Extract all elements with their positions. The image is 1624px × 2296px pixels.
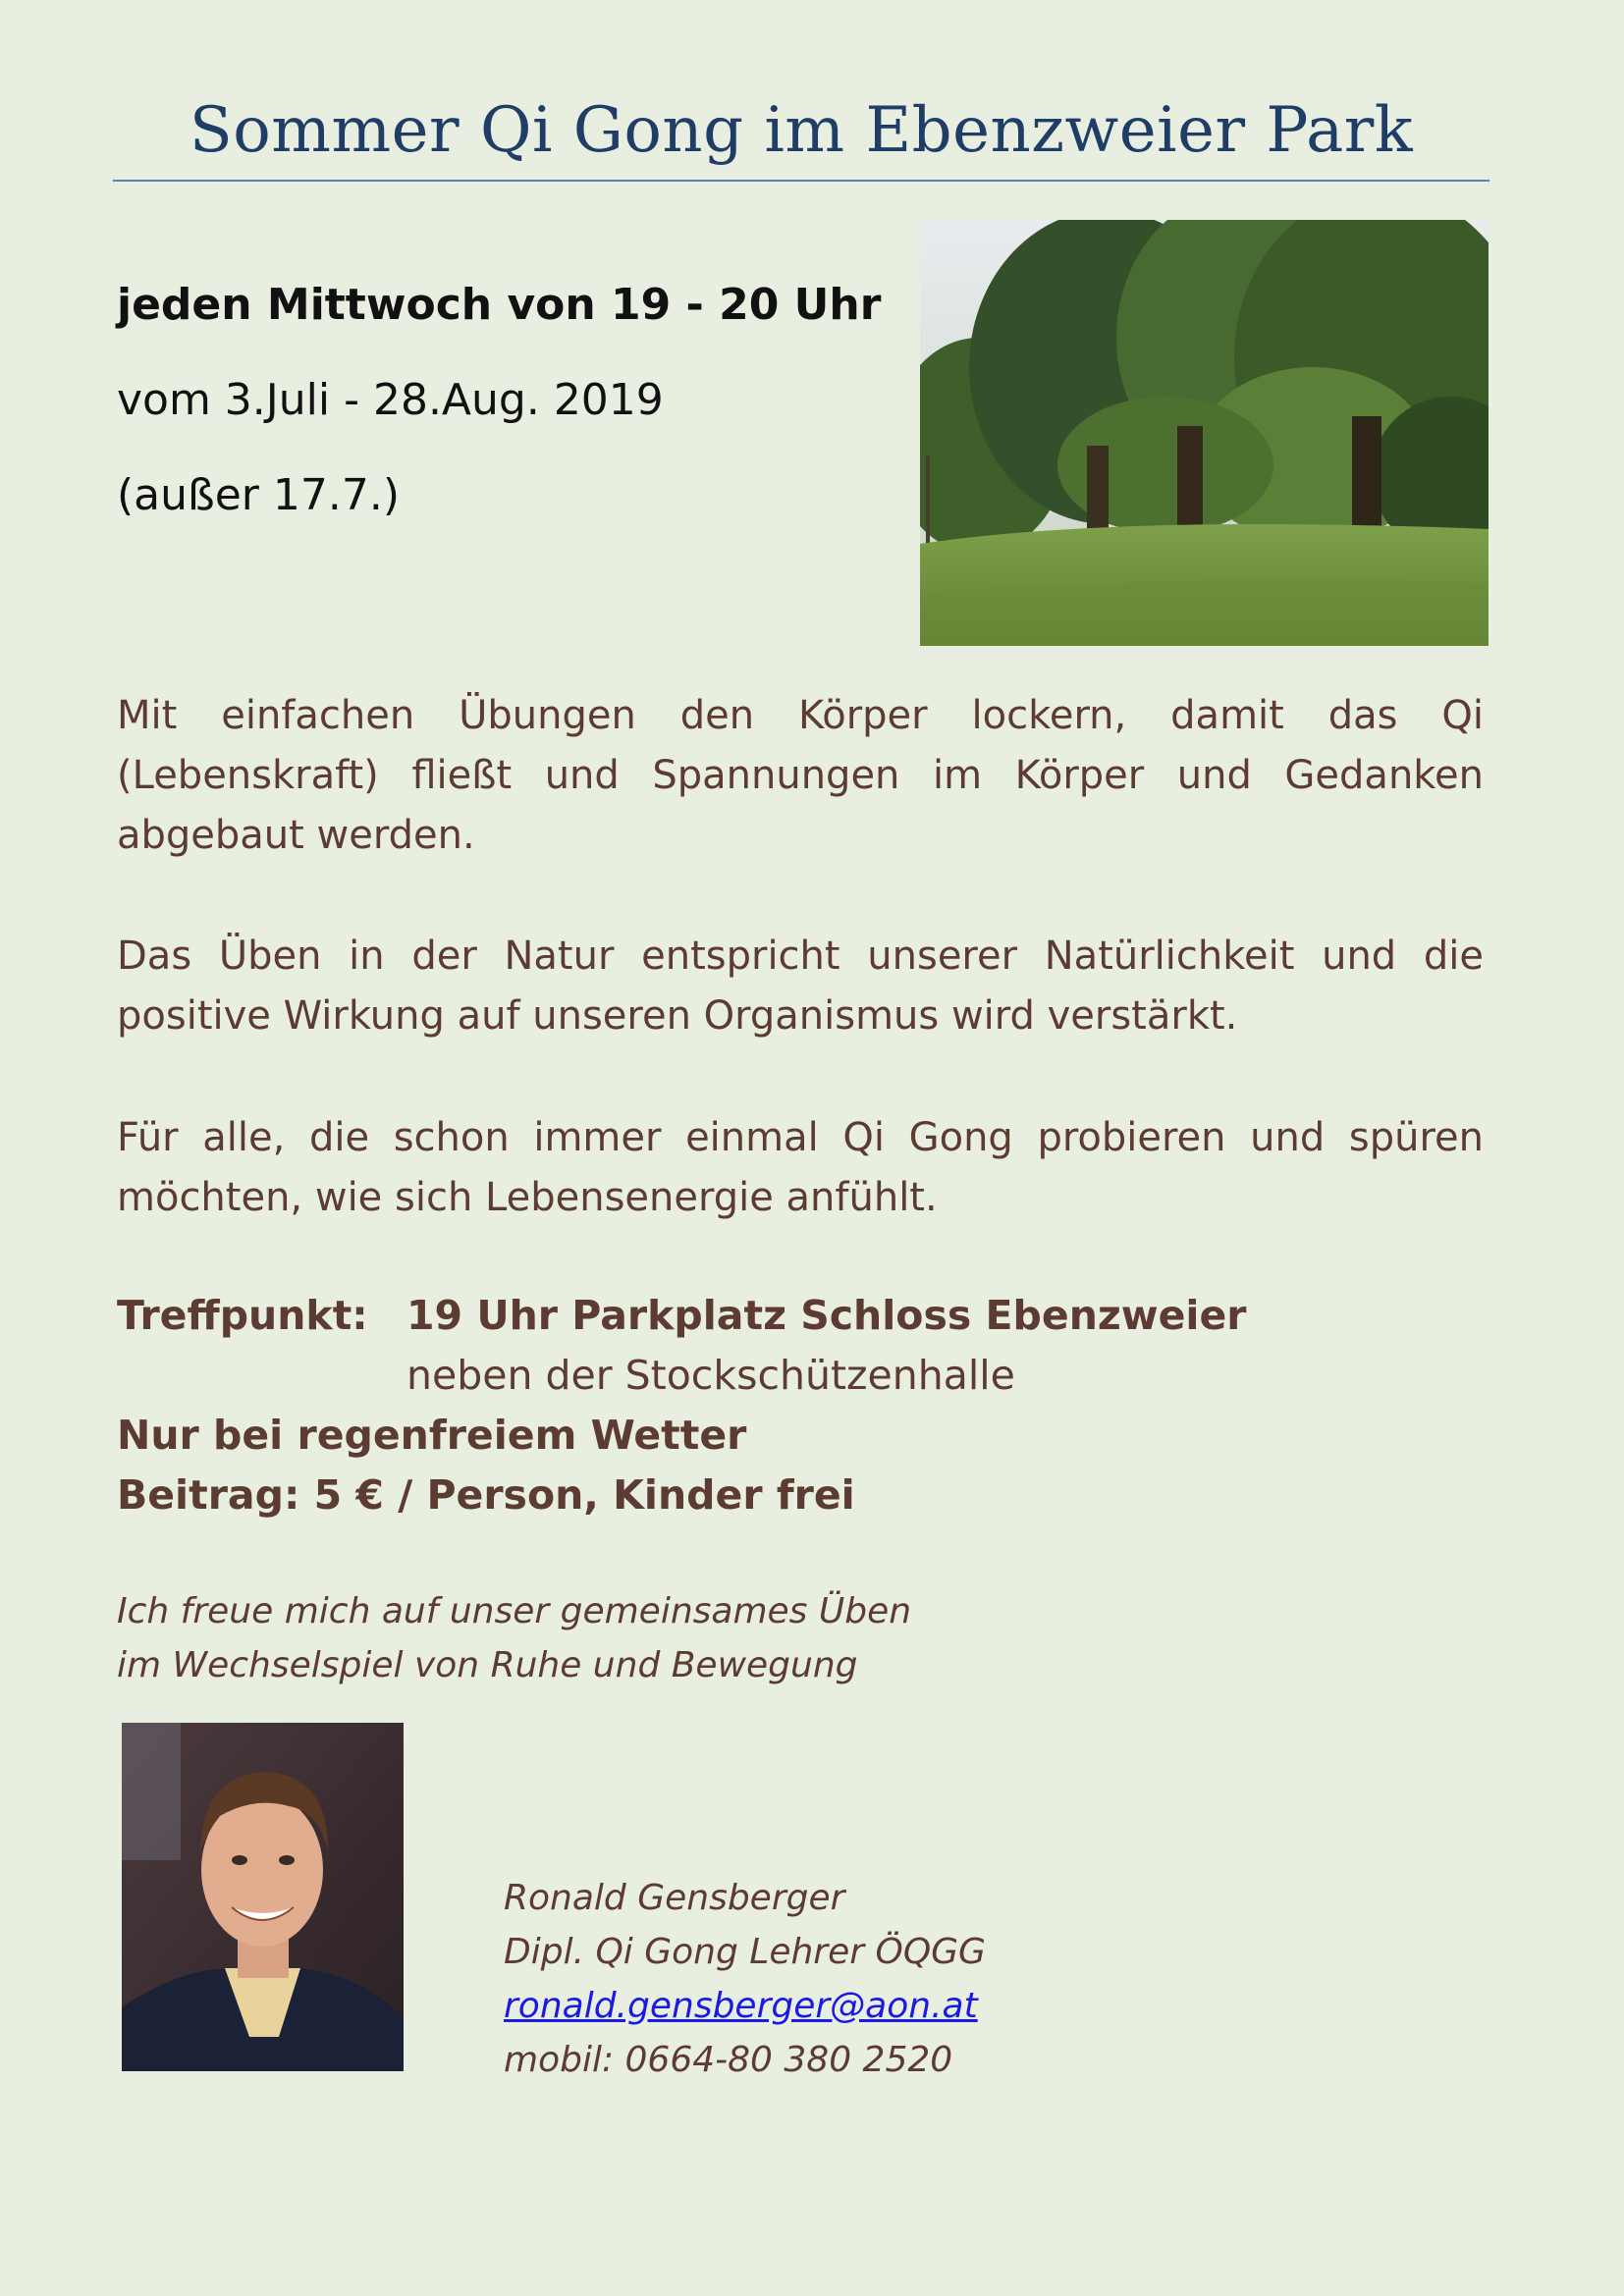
closing-line-1: Ich freue mich auf unser gemeinsames Üben (117, 1591, 912, 1631)
invitation-paragraph: Für alle, die schon immer einmal Qi Gong probieren und spüren möchten, wie sich Lebensenergie anfühlt. (117, 1115, 1484, 1220)
contact-role: Dipl. Qi Gong Lehrer ÖQGG (504, 1932, 986, 1972)
meeting-label: Treffpunkt: (117, 1292, 368, 1339)
title-underline (113, 180, 1489, 182)
closing-note (117, 1584, 911, 1692)
meeting-place-detail: neben der Stockschützenhalle (406, 1352, 1015, 1399)
fee-note: Beitrag: 5 € / Person, Kinder frei (117, 1471, 855, 1519)
schedule-block (117, 280, 881, 521)
closing-line-2: im Wechselspiel von Ruhe und Bewegung (117, 1645, 858, 1685)
weather-note: Nur bei regenfreiem Wetter (117, 1412, 747, 1459)
page-title: Sommer Qi Gong im Ebenzweier Park (189, 94, 1414, 167)
park-photo (920, 220, 1489, 646)
contact-email-link[interactable]: ronald.gensberger@aon.at (504, 1986, 978, 2026)
schedule-dates: vom 3.Juli - 28.Aug. 2019 (117, 374, 664, 425)
schedule-days: jeden Mittwoch von 19 - 20 Uhr (117, 280, 882, 330)
meeting-place: 19 Uhr Parkplatz Schloss Ebenzweier (406, 1292, 1247, 1339)
meeting-info (117, 1286, 1247, 1525)
schedule-exception: (außer 17.7.) (117, 469, 400, 520)
nature-paragraph: Das Üben in der Natur entspricht unserer Natürlichkeit und die positive Wirkung auf unseren Organismus wird verstärkt. (117, 934, 1484, 1039)
contact-block (504, 1871, 986, 2087)
contact-phone: mobil: 0664-80 380 2520 (504, 2040, 953, 2080)
intro-paragraph: Mit einfachen Übungen den Körper lockern, damit das Qi (Lebenskraft) fließt und Spannungen im Körper und Gedanken abgebaut werden. (117, 693, 1484, 858)
contact-name: Ronald Gensberger (504, 1878, 845, 1918)
teacher-portrait (122, 1723, 404, 2071)
